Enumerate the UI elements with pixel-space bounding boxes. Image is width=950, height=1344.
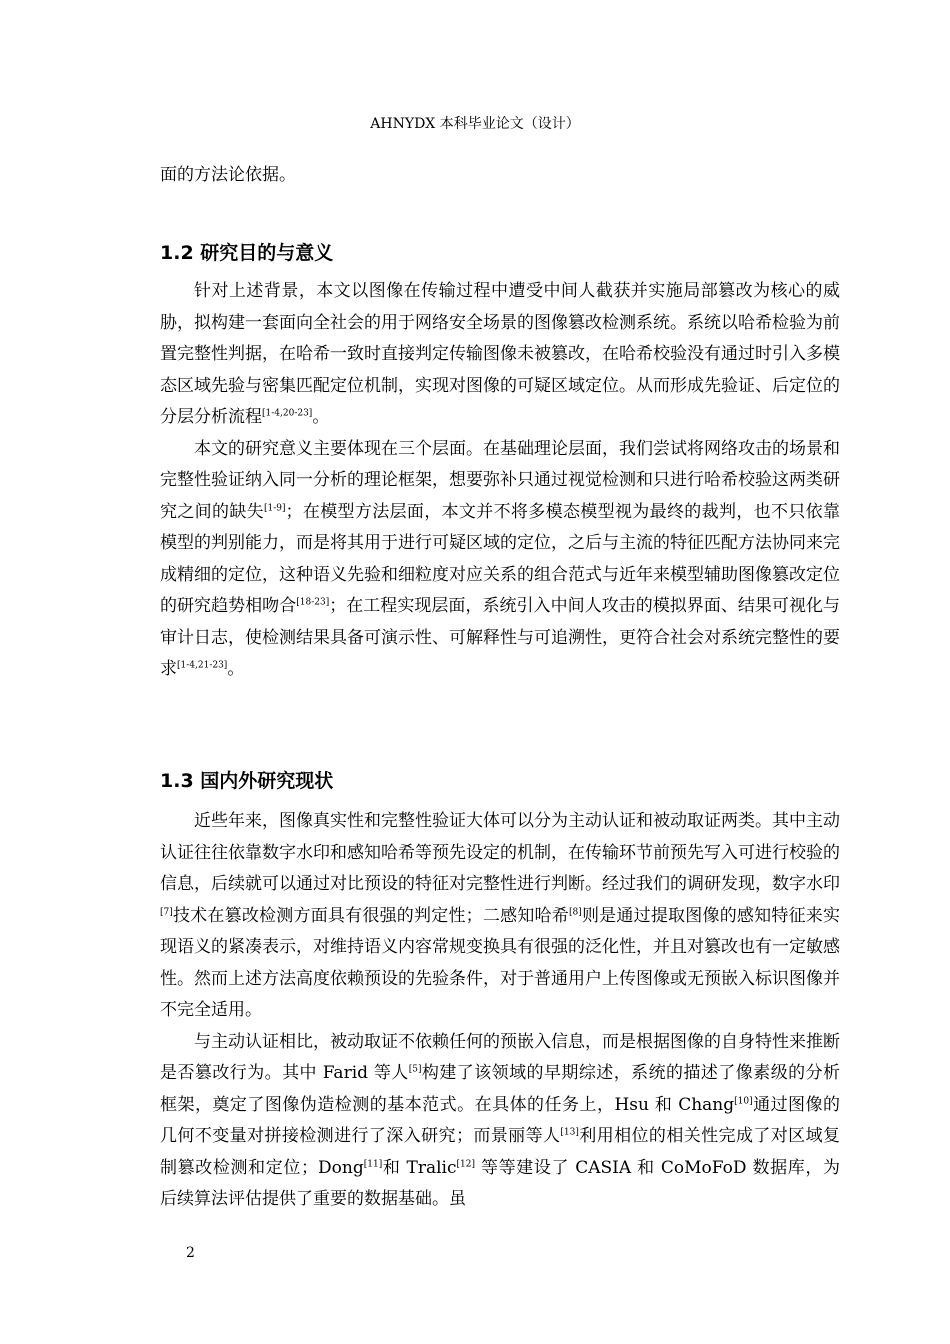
paragraph-end: 。 [227,659,245,679]
citation: [13] [560,1127,579,1138]
paragraph-end: 。 [312,407,330,427]
citation: [8] [568,906,582,917]
paragraph-text: 等等建设了 CASIA 和 CoMoFoD 数据库，为后续算法评估提供了重要的数据基础。虽 [160,1157,840,1209]
paragraph [160,806,840,1027]
section-1-3-body [160,806,840,1216]
paragraph-text: 针对上述背景，本文以图像在传输过程中遭受中间人截获并实施局部篡改为核心的威胁，拟构建一套面向全社会的用于网络安全场景的图像篡改检测系统。系统以哈希检验为前置完整性判据，在哈希一致时直接判定传输图像未被篡改，在哈希校验没有通过时引入多模态区域先验与密集匹配定位机制，实现对图像的可疑区域定位。从而形成先验证、后定位的分层分析流程 [160,281,840,427]
paragraph-text: 和 Tralic [382,1157,457,1178]
section-heading-1-2: 1.2 研究目的与意义 [160,242,334,264]
citation: [5] [408,1064,422,1075]
continuation-paragraph [160,160,840,192]
citation: [1-9] [264,502,286,513]
paragraph-text: 近些年来，图像真实性和完整性验证大体可以分为主动认证和被动取证两类。其中主动认证往往依靠数字水印和感知哈希等预先设定的机制，在传输环节前预先写入可进行校验的信息，后续就可以通过对比预设的特征对完整性进行判断。经过我们的调研发现，数字水印 [160,811,840,894]
citation: [10] [734,1095,753,1106]
page-number: 2 [186,1245,195,1261]
citation: [1-4,21-23] [177,660,228,671]
citation: [11] [363,1158,383,1169]
paragraph-text: 则是通过提取图像的感知特征来实现语义的紧凑表示，对维持语义内容常规变换具有很强的泛化性，并且对篡改也有一定敏感性。然而上述方法高度依赖预设的先验条件，对于普通用户上传图像或无预嵌入标识图像并不完全适用。 [160,905,841,1020]
paragraph [160,276,840,434]
continuation-text: 面的方法论依据。 [160,165,296,185]
paragraph [160,1027,840,1216]
paragraph-text: 技术在篡改检测方面具有很强的判定性；二感知哈希 [172,905,569,926]
running-header: AHNYDX 本科毕业论文（设计） [370,116,580,132]
section-1-2-body [160,276,840,686]
paragraph-text: 本文的研究意义主要体现在三个层面。在基础理论层面，我们尝试将网络攻击的场景和完整性验证纳入同一分析的理论框架，想要弥补只通过视觉检测和只进行哈希校验这两类研究之间的缺失 [160,438,840,522]
citation: [7] [160,906,173,917]
paragraph-text: 与主动认证相比，被动取证不依赖任何的预嵌入信息，而是根据图像的自身特性来推断是否篡改行为。其中 Farid 等人 [160,1031,840,1083]
paragraph-text: 通过图像的几何不变量对拼接检测进行了深入研究；而景丽等人 [160,1094,841,1146]
section-heading-1-3: 1.3 国内外研究现状 [160,770,334,792]
paragraph-text: ；在模型方法层面，本文并不将多模态模型视为最终的裁判，也不只依靠模型的判别能力，而是将其用于进行可疑区域的定位，之后与主流的特征匹配方法协同来完成精细的定位，这种语义先验和细粒度对应关系的组合范式与近年来模型辅助图像篡改定位的研究趋势相吻合 [160,501,841,616]
paragraph-text: 利用相位的相关性完成了对区域复制篡改检测和定位；Dong [160,1126,840,1178]
paragraph-text: ；在工程实现层面，系统引入中间人攻击的模拟界面、结果可视化与审计日志，使检测结果具备可演示性、可解释性与可追溯性，更符合社会对系统完整性的要求 [160,596,841,679]
citation: [1-4,20-23] [262,408,313,419]
citation: [18-23] [296,597,330,608]
paragraph-text: 构建了该领域的早期综述，系统的描述了像素级的分析框架，奠定了图像伪造检测的基本范式。在具体的任务上，Hsu 和 Chang [160,1063,841,1115]
paragraph [160,434,840,686]
citation: [12] [456,1158,475,1169]
